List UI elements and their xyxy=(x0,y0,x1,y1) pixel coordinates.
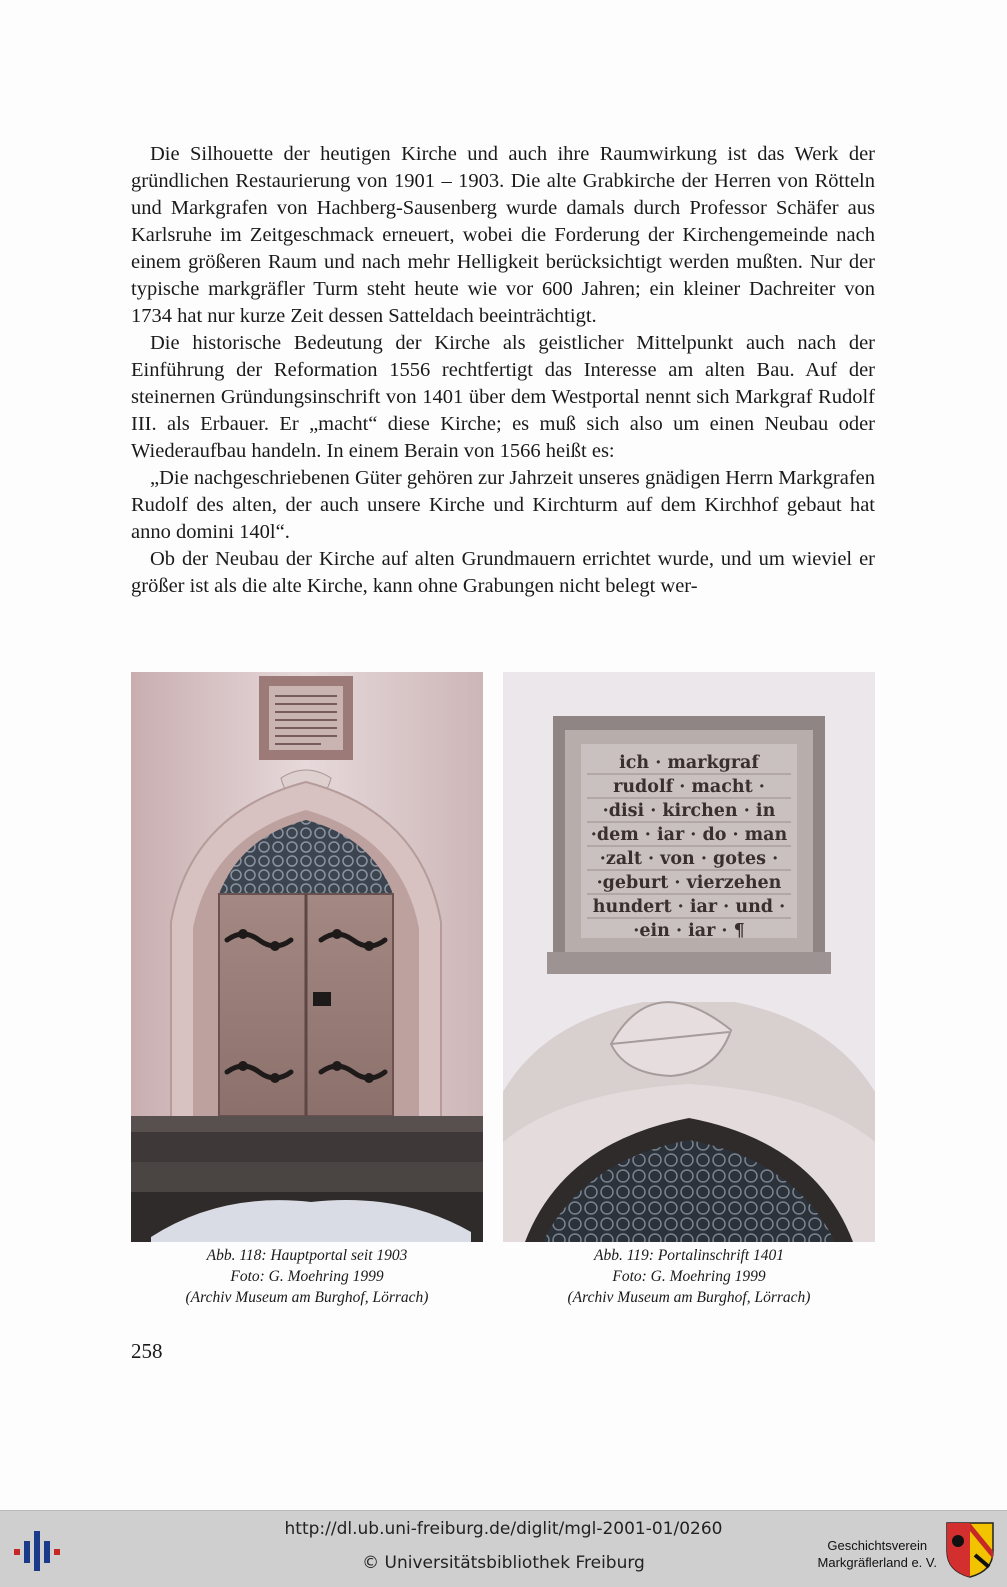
figure-119-photo-credit: Foto: G. Moehring 1999 xyxy=(612,1268,766,1285)
coat-of-arms-icon xyxy=(945,1521,995,1579)
inscription-line-5: ·zalt · von · gotes · xyxy=(599,849,779,869)
page-number: 258 xyxy=(131,1339,163,1363)
figure-119-archive: (Archiv Museum am Burghof, Lörrach) xyxy=(567,1289,811,1306)
figure-118-title: Abb. 118: Hauptportal seit 1903 xyxy=(206,1247,408,1264)
inscription-line-2: rudolf · macht · xyxy=(613,777,765,797)
inscription-line-1: ich · markgraf xyxy=(619,753,759,773)
body-text xyxy=(131,141,875,600)
paragraph-1: Die Silhouette der heutigen Kirche und auch ihre Raumwirkung ist das Werk der gründlichen Restaurierung von 1901 – 1903. Die alte Grabkirche der Herren von Rötteln und Markgrafen von Hachberg-Sausenberg wurde damals durch Professor Schäfer aus Karlsruhe im Zeitgeschmack erneuert, wobei die Forderung der Kirchengemeinde nach einem größeren Raum und nach mehr Helligkeit berücksichtigt werden mußten. Nur der typische markgräfler Turm steht heute wie vor 600 Jahren; ein kleiner Dachreiter von 1734 hat nur kurze Zeit dessen Satteldach beeinträchtigt. xyxy=(131,143,875,327)
inscription-line-4: ·dem · iar · do · man xyxy=(590,825,788,845)
viewer-footer xyxy=(0,1510,1007,1587)
inscription-line-6: ·geburt · vierzehen xyxy=(596,873,782,893)
figure-118-main-portal-photo xyxy=(131,672,483,1242)
figure-118-photo-credit: Foto: G. Moehring 1999 xyxy=(230,1268,384,1285)
figure-119-caption xyxy=(503,1245,875,1308)
document-url-link[interactable]: http://dl.ub.uni-freiburg.de/diglit/mgl-2001-01/0260 xyxy=(284,1519,723,1539)
figure-118-archive: (Archiv Museum am Burghof, Lörrach) xyxy=(185,1289,429,1306)
figure-119-title: Abb. 119: Portalinschrift 1401 xyxy=(593,1247,784,1264)
paragraph-2: Die historische Bedeutung der Kirche als geistlicher Mittelpunkt auch nach der Einführung der Reformation 1556 rechtfertigt das Interesse am alten Bau. Auf der steinernen Gründungsinschrift von 1401 über dem Westportal nennt sich Markgraf Rudolf III. als Erbauer. Er „macht“ diese Kirche; es muß sich also um einen Neubau oder Wiederaufbau handeln. In einem Berain von 1566 heißt es: xyxy=(131,332,875,462)
inscription-line-3: ·disi · kirchen · in xyxy=(602,801,776,821)
society-name-line-1: Geschichtsverein xyxy=(827,1538,928,1553)
society-name xyxy=(818,1537,937,1571)
figure-119-inscription-photo xyxy=(503,672,875,1242)
paragraph-3: „Die nachgeschriebenen Güter gehören zur Jahrzeit unseres gnädigen Herrn Markgrafen Rudolf des alten, der auch unsere Kirche und Kirchturm auf dem Kirchhof gebaut hat anno domini 140l“. xyxy=(131,467,875,543)
figure-118-caption xyxy=(131,1245,483,1308)
inscription-line-7: hundert · iar · und · xyxy=(592,897,786,917)
copyright-text: © Universitätsbibliothek Freiburg xyxy=(362,1553,645,1573)
inscription-line-8: ·ein · iar · ¶ xyxy=(633,921,745,941)
paragraph-4: Ob der Neubau der Kirche auf alten Grundmauern errichtet wurde, und um wieviel er größer ist als die alte Kirche, kann ohne Grabungen nicht belegt wer- xyxy=(131,548,875,597)
society-name-line-2: Markgräflerland e. V. xyxy=(817,1555,937,1570)
